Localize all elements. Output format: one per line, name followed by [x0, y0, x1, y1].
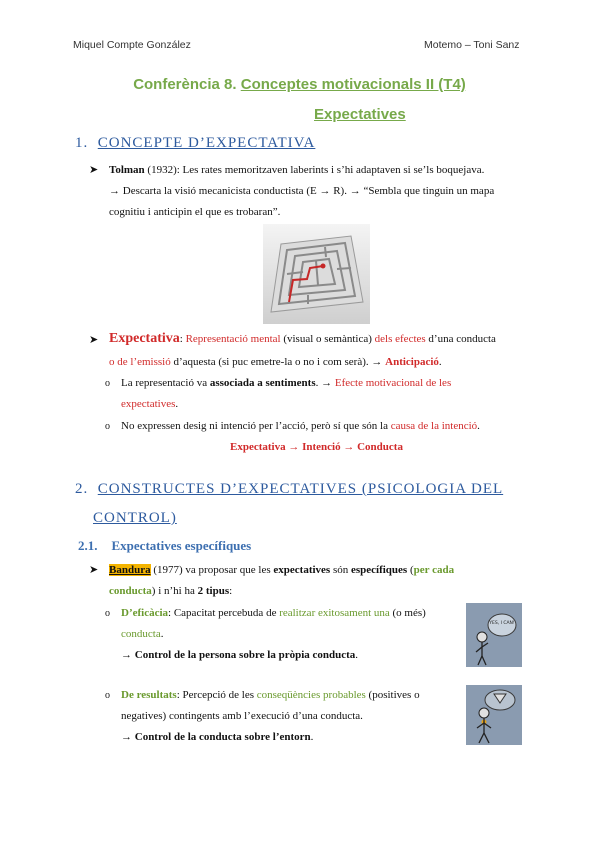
- circle-bullet-icon: o: [105, 690, 110, 701]
- tolman-line-2: → Descarta la visió mecanicista conductista (E → R). → “Sembla que tinguin un mapa: [109, 185, 495, 197]
- circle-bullet-icon: o: [105, 608, 110, 619]
- efficacy-line-1: D’eficàcia: Capacitat percebuda de realitzar exitosament una (o més): [121, 607, 426, 619]
- sub-bullet-2: No expressen desig ni intenció per l’acció, però sí que són la causa de la intenció.: [121, 420, 480, 432]
- results-line-3: → Control de la conducta sobre l’entorn.: [121, 731, 314, 743]
- svg-text:YES, I CAN!: YES, I CAN!: [489, 621, 515, 626]
- maze-image: [263, 224, 370, 324]
- subsection-2-1-heading: 2.1. Expectatives específiques: [78, 538, 252, 553]
- sub-bullet-1-cont: expectatives.: [121, 398, 179, 410]
- bandura-line-2: conducta) i n’hi ha 2 tipus:: [109, 585, 233, 597]
- circle-bullet-icon: o: [105, 378, 110, 389]
- header-right: Motemo – Toni Sanz: [424, 39, 520, 51]
- sub-bullet-1: La representació va associada a sentiments. → Efecte motivacional de les: [121, 377, 452, 389]
- arrow-bullet-icon: ➤: [89, 564, 99, 576]
- results-line-1: De resultats: Percepció de les conseqüències probables (positives o: [121, 689, 420, 701]
- results-line-2: negatives) contingents amb l’execució d’una conducta.: [121, 710, 363, 722]
- circle-bullet-icon: o: [105, 421, 110, 432]
- page-title: Conferència 8. Conceptes motivacionals II (T4): [133, 76, 466, 93]
- section-1-heading: 1. CONCEPTE D’EXPECTATIVA: [75, 135, 316, 151]
- title-main: Conceptes motivacionals II (T4): [240, 76, 466, 93]
- section-2-heading: 2. CONSTRUCTES D’EXPECTATIVES (PSICOLOGIA DEL: [75, 481, 504, 497]
- section-2-heading-cont: CONTROL): [93, 510, 177, 526]
- arrow-bullet-icon: ➤: [89, 334, 99, 346]
- page-subtitle: Expectatives: [314, 106, 406, 123]
- bandura-line-1: Bandura (1977) va proposar que les expectatives són específiques (per cada: [109, 564, 455, 576]
- efficacy-line-2: conducta.: [121, 628, 164, 640]
- expectativa-line-2: o de l’emissió d’aquesta (si puc emetre-la o no i com serà). → Anticipació.: [109, 356, 442, 368]
- expectation-chain: Expectativa → Intenció → Conducta: [230, 441, 403, 453]
- arrow-bullet-icon: ➤: [89, 164, 99, 176]
- stick-figure-medal-image: [466, 685, 522, 745]
- tolman-line-1: Tolman (1932): Les rates memoritzaven laberints i s’hi adaptaven si se’ls boquejava.: [109, 164, 485, 176]
- efficacy-line-3: → Control de la persona sobre la pròpia conducta.: [121, 649, 359, 661]
- expectativa-line-1: Expectativa: Representació mental (visual o semàntica) dels efectes d’una conducta: [109, 331, 496, 346]
- tolman-line-3: cognitiu i anticipin el que es trobaran”.: [109, 206, 281, 218]
- header-author: Miquel Compte González: [73, 39, 191, 51]
- stick-figure-image: [466, 603, 522, 667]
